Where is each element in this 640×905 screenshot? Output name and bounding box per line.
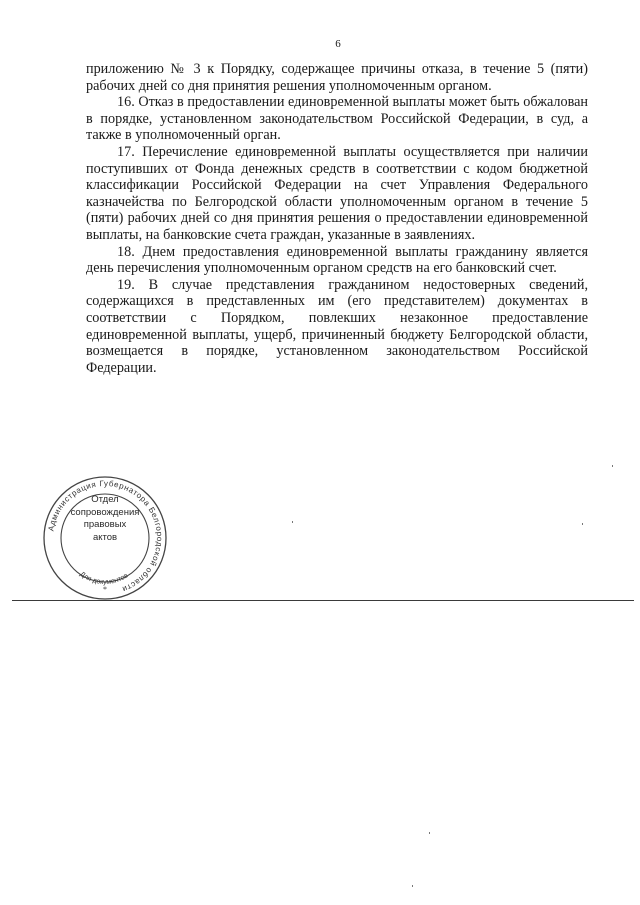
scan-speck (582, 523, 583, 525)
paragraph-16: 16. Отказ в предоставлении единовременной выплаты может быть обжалован в порядке, установленном законодательством Российской Федерации, в суд, а также в уполномоченный орган. (86, 94, 588, 144)
stamp-ring-text: Администрация Губернатора Белгородской области (46, 478, 165, 594)
stamp-line: правовых (83, 519, 127, 530)
paragraph-18: 18. Днем предоставления единовременной выплаты гражданину является день перечисления уполномоченным органом средств на его банковский счет. (86, 243, 588, 277)
paragraph-continuation: приложению № 3 к Порядку, содержащее причины отказа, в течение 5 (пяти) рабочих дней со дня принятия решения уполномоченным органом. (86, 61, 588, 94)
paragraph-19: 19. В случае представления гражданином недостоверных сведений, содержащихся в представленных им (его представителем) документах в соответствии с Порядком, повлекших незаконное предоставление единовременной выплаты, ущерб, причиненный бюджету Белгородской области, возмещается в порядке, установленном законодательством Российской Федерации. (86, 276, 588, 376)
stamp-line: Отдел (91, 494, 119, 505)
paragraph-17: 17. Перечисление единовременной выплаты осуществляется при наличии поступивших от Фонда денежных средств в соответствии с кодом бюджетной классификации Российской Федерации на счет Управления Федерального казначейства по Белгородской области уполномоченным органом в течение 5 (пяти) рабочих дней со дня принятия решения о предоставлении единовременной выплаты, на банковские счета граждан, указанные в заявлениях. (86, 143, 588, 243)
scan-speck (612, 465, 613, 467)
stamp-line: сопровождения (70, 506, 140, 518)
document-body (86, 61, 588, 376)
horizontal-rule (12, 600, 634, 601)
stamp-bottom-text: Для документов (78, 570, 130, 587)
scan-speck (412, 885, 413, 887)
stamp-line: актов (92, 531, 118, 543)
scan-speck (292, 521, 293, 523)
official-stamp (41, 474, 169, 602)
svg-text:Для документов (78, 571, 129, 586)
page-number: 6 (335, 38, 341, 50)
svg-text:*: * (103, 585, 107, 594)
stamp-center-text (41, 494, 169, 544)
scan-speck (429, 832, 430, 834)
